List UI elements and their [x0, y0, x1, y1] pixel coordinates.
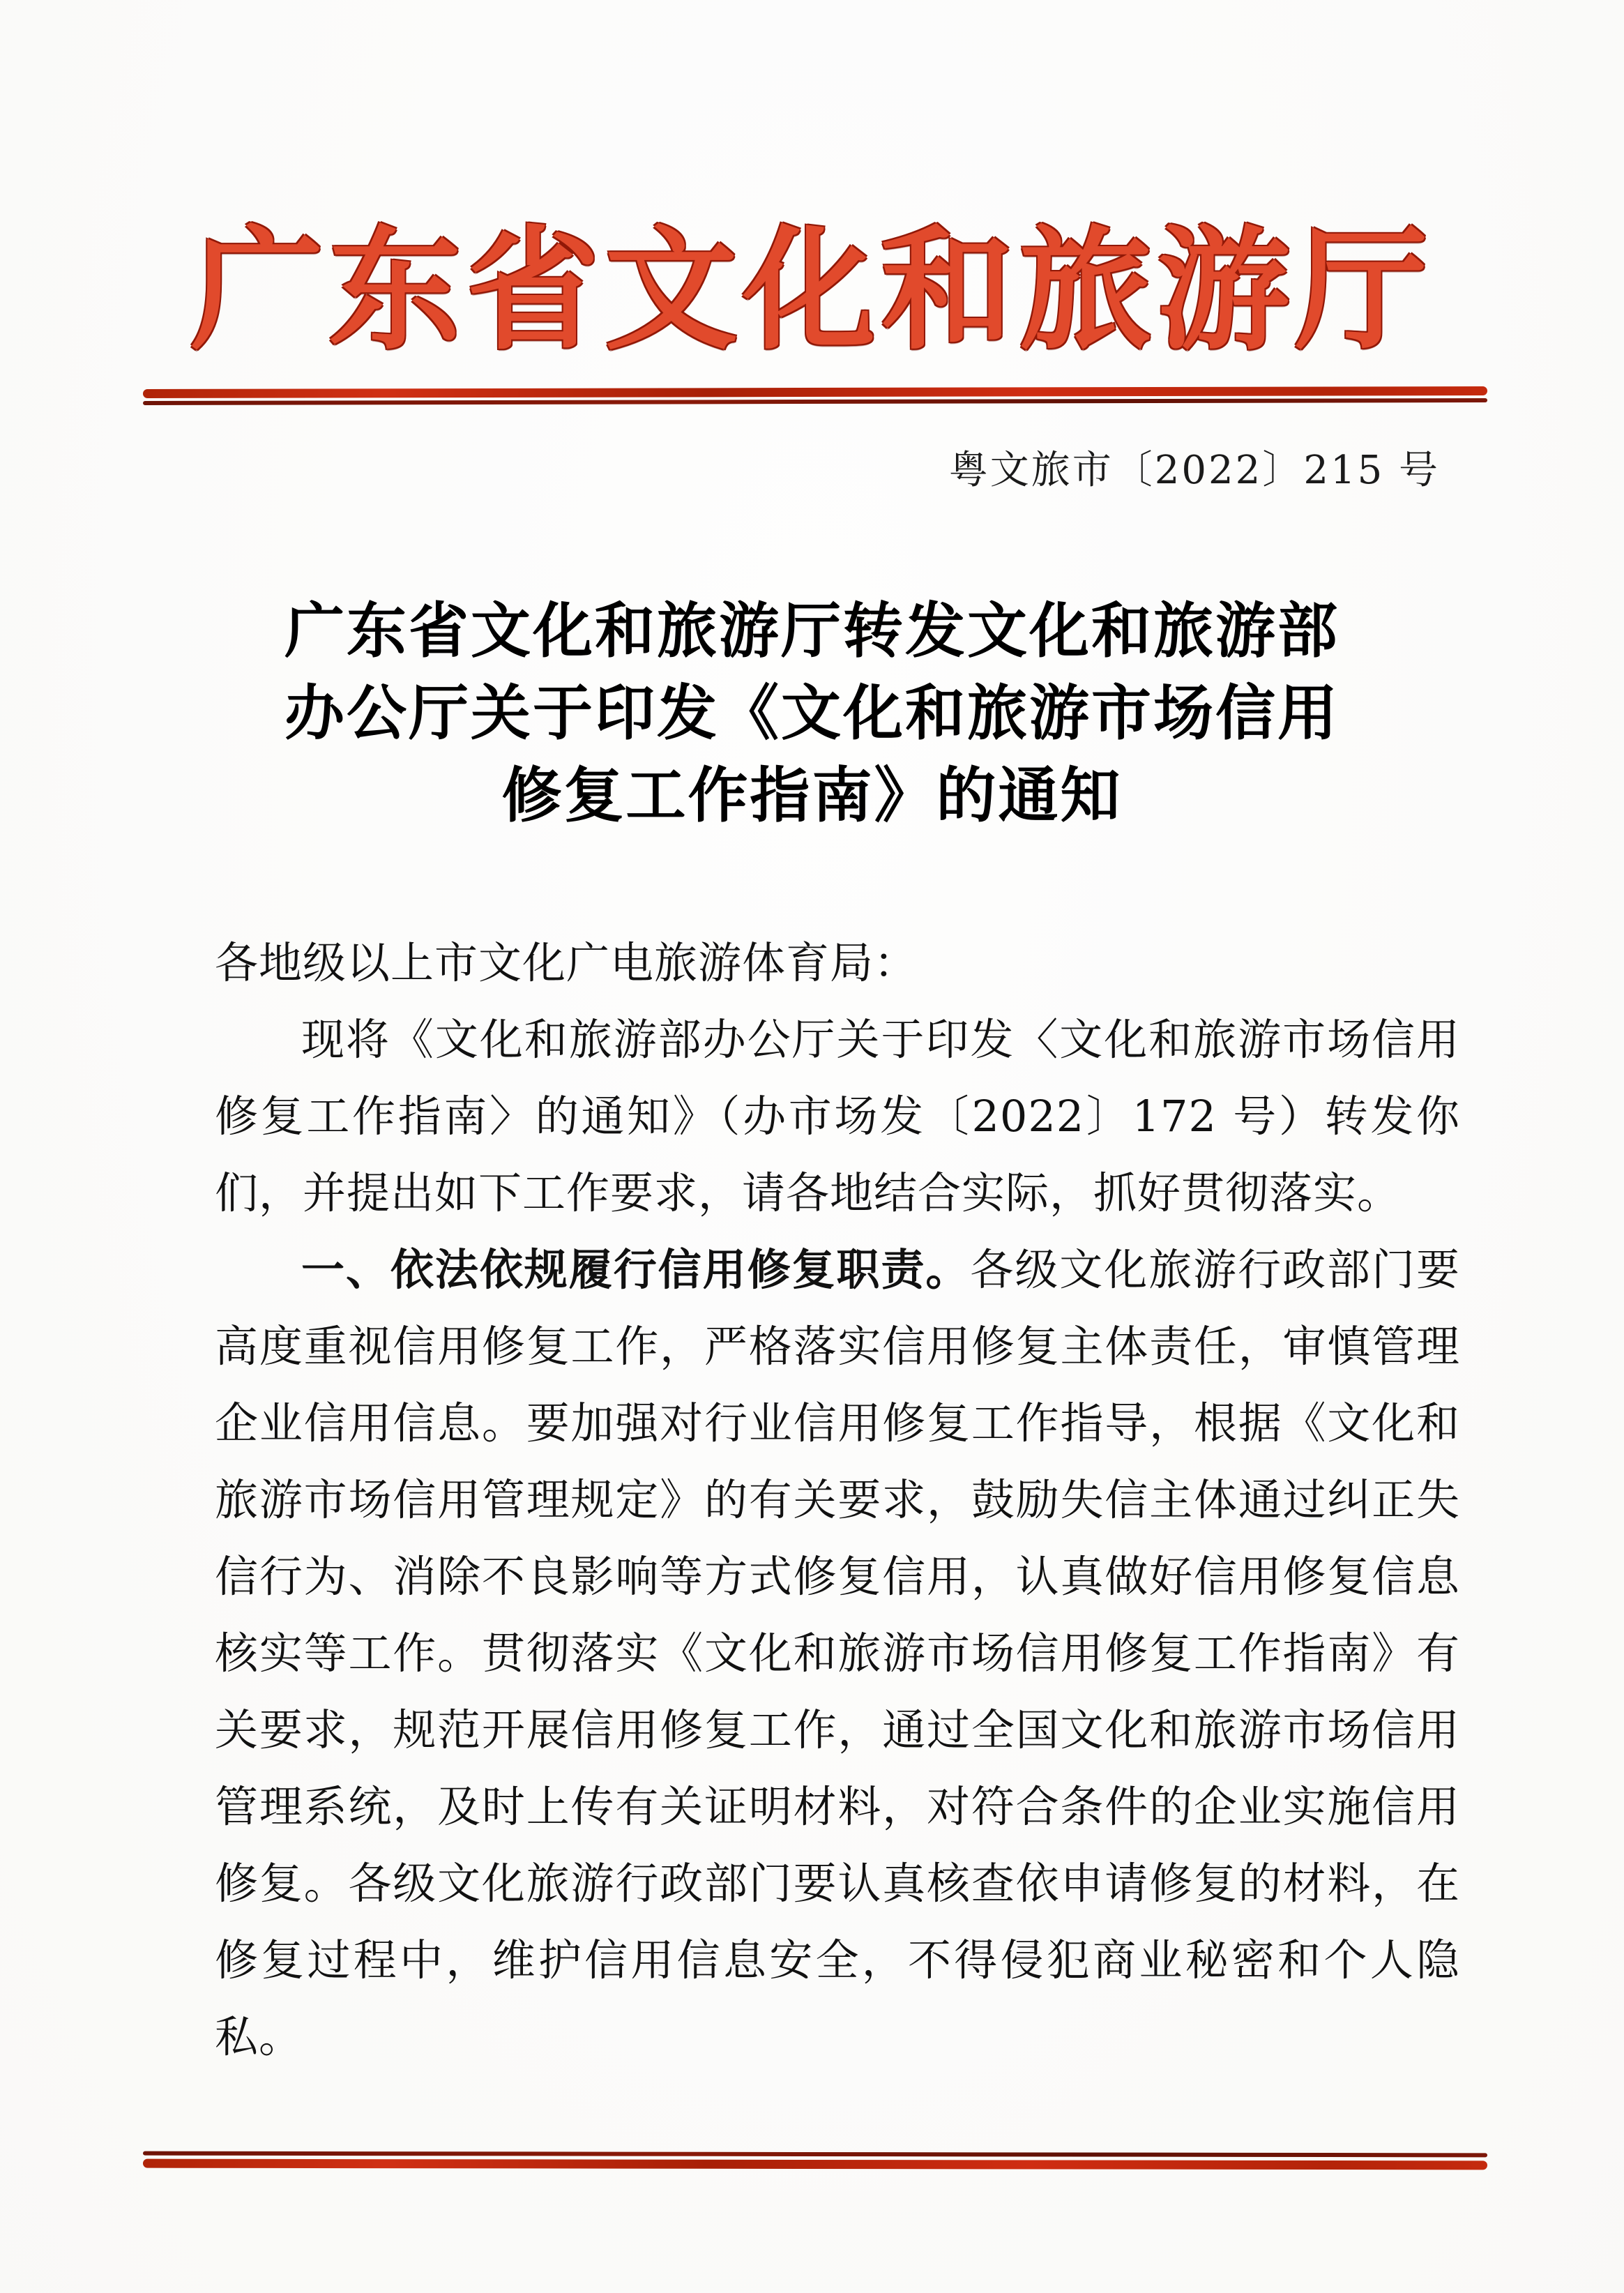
document-body [215, 925, 1460, 2075]
body-paragraph-1: 现将《文化和旅游部办公厅关于印发〈文化和旅游市场信用修复工作指南〉的通知》（办市场发〔2022〕172 号）转发你们，并提出如下工作要求，请各地结合实际，抓好贯彻落实。 [215, 1014, 1460, 1218]
footer-divider [143, 2151, 1487, 2170]
footer-divider-thin-line [143, 2151, 1487, 2158]
body-paragraph-2 [215, 1232, 1460, 2075]
document-title-line-3: 修复工作指南》的通知 [501, 760, 1123, 831]
letterhead-divider-thick-line [143, 386, 1487, 398]
body-paragraph-2-text: 各级文化旅游行政部门要高度重视信用修复工作，严格落实信用修复主体责任，审慎管理企业信用信息。要加强对行业信用修复工作指导，根据《文化和旅游市场信用管理规定》的有关要求，鼓励失信主体通过纠正失信行为、消除不良影响等方式修复信用，认真做好信用修复信息核实等工作。贯彻落实《文化和旅游市场信用修复工作指南》有关要求，规范开展信用修复工作，通过全国文化和旅游市场信用管理系统，及时上传有关证明材料，对符合条件的企业实施信用修复。各级文化旅游行政部门要认真核查依申请修复的材料，在修复过程中，维护信用信息安全，不得侵犯商业秘密和个人隐私。 [215, 1244, 1460, 2062]
letterhead-divider-thin-line [143, 398, 1487, 405]
letterhead-agency-name: 广东省文化和旅游厅 [190, 212, 1434, 368]
document-title [0, 590, 1624, 837]
footer-divider-thick-line [143, 2159, 1487, 2170]
document-title-line-2: 办公厅关于印发《文化和旅游市场信用 [284, 678, 1340, 748]
document-reference-number: 粤文旅市〔2022〕215 号 [948, 448, 1440, 493]
document-title-line-1: 广东省文化和旅游厅转发文化和旅游部 [284, 596, 1340, 666]
body-paragraph-2-bold-heading: 一、依法依规履行信用修复职责。 [301, 1244, 971, 1295]
addressee-line: 各地级以上市文化广电旅游体育局： [215, 937, 918, 988]
letterhead-divider [143, 386, 1487, 405]
